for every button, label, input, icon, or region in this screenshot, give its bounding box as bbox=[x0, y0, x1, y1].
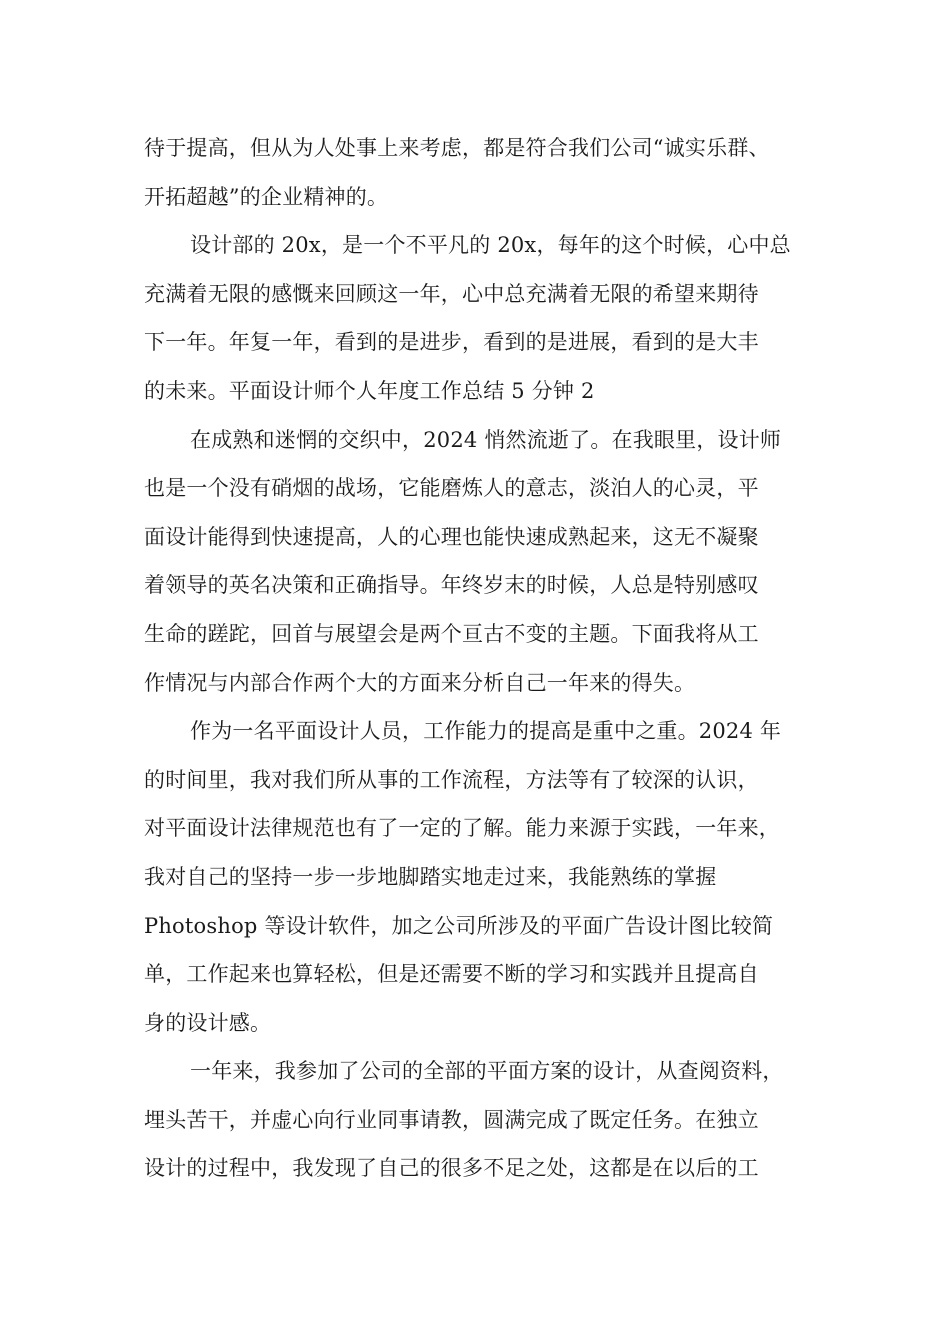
text-line: 身的设计感。 bbox=[144, 1010, 272, 1035]
text-line: 我对自己的坚持一步一步地脚踏实地走过来，我能熟练的掌握 bbox=[144, 864, 717, 889]
text-line: 一年来，我参加了公司的全部的平面方案的设计，从查阅资料， bbox=[190, 1059, 784, 1084]
text-line: 设计的过程中，我发现了自己的很多不足之处，这都是在以后的工 bbox=[144, 1156, 759, 1181]
text-line: 生命的蹉跎，回首与展望会是两个亘古不变的主题。下面我将从工 bbox=[144, 621, 759, 646]
document-body bbox=[144, 124, 834, 1193]
text-line: 埋头苦干，并虚心向行业同事请教，圆满完成了既定任务。在独立 bbox=[144, 1107, 759, 1132]
paragraph-p3 bbox=[144, 416, 834, 708]
text-line: 在成熟和迷惘的交织中，2024 悄然流逝了。在我眼里，设计师 bbox=[190, 427, 782, 452]
text-line: 的时间里，我对我们所从事的工作流程，方法等有了较深的认识， bbox=[144, 767, 759, 792]
text-line: Photoshop 等设计软件，加之公司所涉及的平面广告设计图比较简 bbox=[144, 913, 774, 938]
text-line: 面设计能得到快速提高，人的心理也能快速成熟起来，这无不凝聚 bbox=[144, 524, 759, 549]
text-line: 充满着无限的感慨来回顾这一年，心中总充满着无限的希望来期待 bbox=[144, 281, 759, 306]
text-line: 开拓超越”的企业精神的。 bbox=[144, 184, 389, 209]
paragraph-p5 bbox=[144, 1047, 834, 1193]
text-line: 待于提高，但从为人处事上来考虑，都是符合我们公司“诚实乐群、 bbox=[144, 136, 770, 160]
paragraph-p2 bbox=[144, 221, 834, 415]
text-line: 的未来。平面设计师个人年度工作总结 5 分钟 2 bbox=[144, 378, 595, 403]
text-line: 着领导的英名决策和正确指导。年终岁末的时候，人总是特别感叹 bbox=[144, 573, 759, 598]
text-line: 作情况与内部合作两个大的方面来分析自己一年来的得失。 bbox=[144, 670, 696, 695]
text-line: 作为一名平面设计人员，工作能力的提高是重中之重。2024 年 bbox=[190, 719, 782, 744]
document-page bbox=[144, 124, 834, 1193]
paragraph-p1 bbox=[144, 124, 834, 221]
text-line: 对平面设计法律规范也有了一定的了解。能力来源于实践，一年来， bbox=[144, 816, 780, 841]
paragraph-p4 bbox=[144, 707, 834, 1047]
text-line: 单，工作起来也算轻松，但是还需要不断的学习和实践并且提高自 bbox=[144, 962, 759, 987]
text-line: 下一年。年复一年，看到的是进步，看到的是进展，看到的是大丰 bbox=[144, 330, 759, 355]
text-line: 也是一个没有硝烟的战场，它能磨炼人的意志，淡泊人的心灵，平 bbox=[144, 476, 759, 501]
text-line: 设计部的 20x，是一个不平凡的 20x，每年的这个时候，心中总 bbox=[190, 233, 791, 258]
